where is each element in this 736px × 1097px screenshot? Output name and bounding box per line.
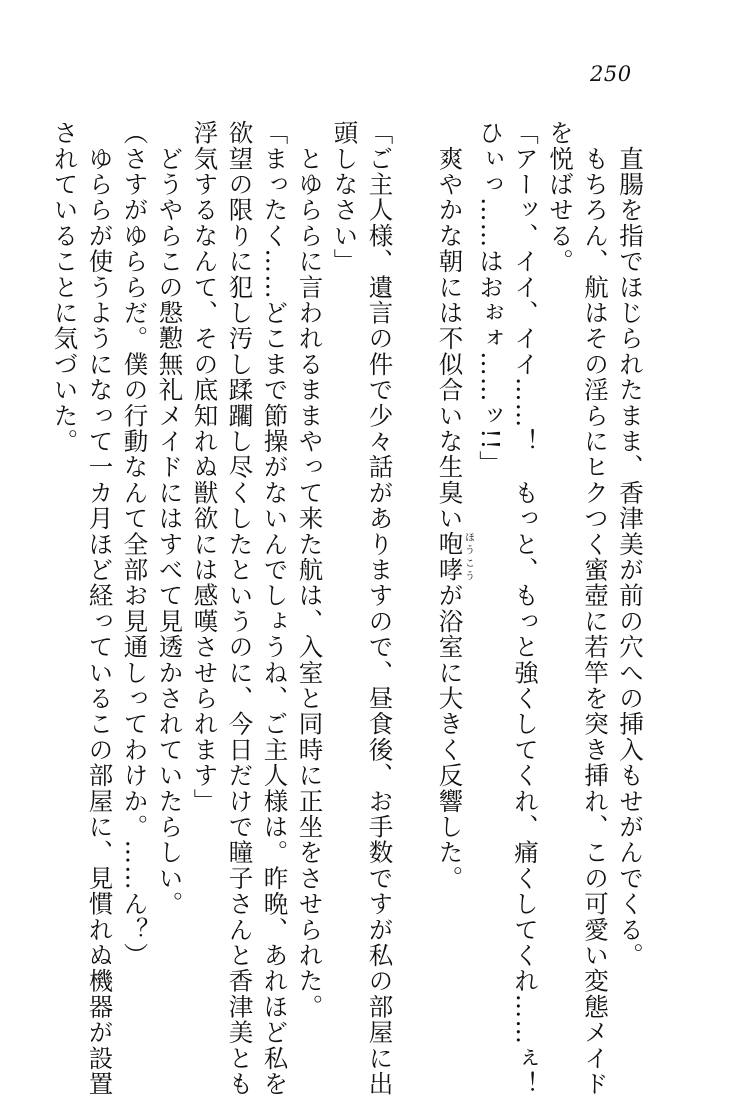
text-line-with-ruby	[433, 120, 474, 980]
text-line: 「まったく……どこまで節操がないんでしょうね、ご主人様は。昨晩、あれほど私を	[260, 120, 290, 1097]
text-segment: が浴室に大きく反響した。	[435, 582, 465, 892]
text-line: 「ご主人様、遺言の件で少々話がありますので、昼食後、お手数ですが私の部屋に出	[365, 120, 395, 1097]
paragraph-gap	[398, 120, 433, 980]
page-number: 250	[590, 62, 632, 86]
text-line: を悦ばせる。	[546, 120, 575, 275]
ruby-reading: ほうこう	[462, 531, 474, 583]
text-segment: 爽やかな朝には不似合いな生臭い	[435, 120, 465, 532]
text-line: 頭しなさい」	[330, 120, 360, 275]
text-line: どうやらこの慇懃無礼メイドにはすべて見透かされていたらしい。	[155, 120, 185, 917]
vertical-text-body	[50, 120, 648, 1097]
text-line: もちろん、航はその淫らにヒクつく蜜壺に若竿を突き挿れ、この可愛い変態メイド	[581, 120, 610, 1097]
text-line: （さすがゆららだ。僕の行動なんて全部お見通しってわけか。……ん？）	[120, 120, 150, 969]
text-line: 浮気するなんて、その底知れぬ獣欲には感嘆させられます」	[190, 120, 220, 814]
text-line: 「アーッ、イイ、イイ……！ もっと、もっと強くしてくれ、痛くしてくれ……ぇ！	[511, 120, 540, 1097]
text-line: 欲望の限りに犯し汚し蹂躙し尽くしたというのに、今日だけで瞳子さんと香津美とも	[225, 120, 255, 1097]
text-line: とゆららに言われるままやって来た航は、入室と同時に正坐をさせられた。	[295, 120, 325, 1020]
text-line: されていることに気づいた。	[50, 120, 80, 455]
text-line: 直腸を指でほじられたまま、香津美が前の穴への挿入もせがんでくる。	[616, 120, 645, 969]
text-line: ゆららが使うようになって一カ月ほど経っているこの部屋に、見慣れぬ機器が設置	[85, 120, 115, 1097]
ruby-base: 咆哮	[435, 531, 465, 583]
text-line: ひぃっ……はおぉォ……ッ!!」	[476, 120, 505, 477]
ruby-word	[435, 531, 474, 583]
